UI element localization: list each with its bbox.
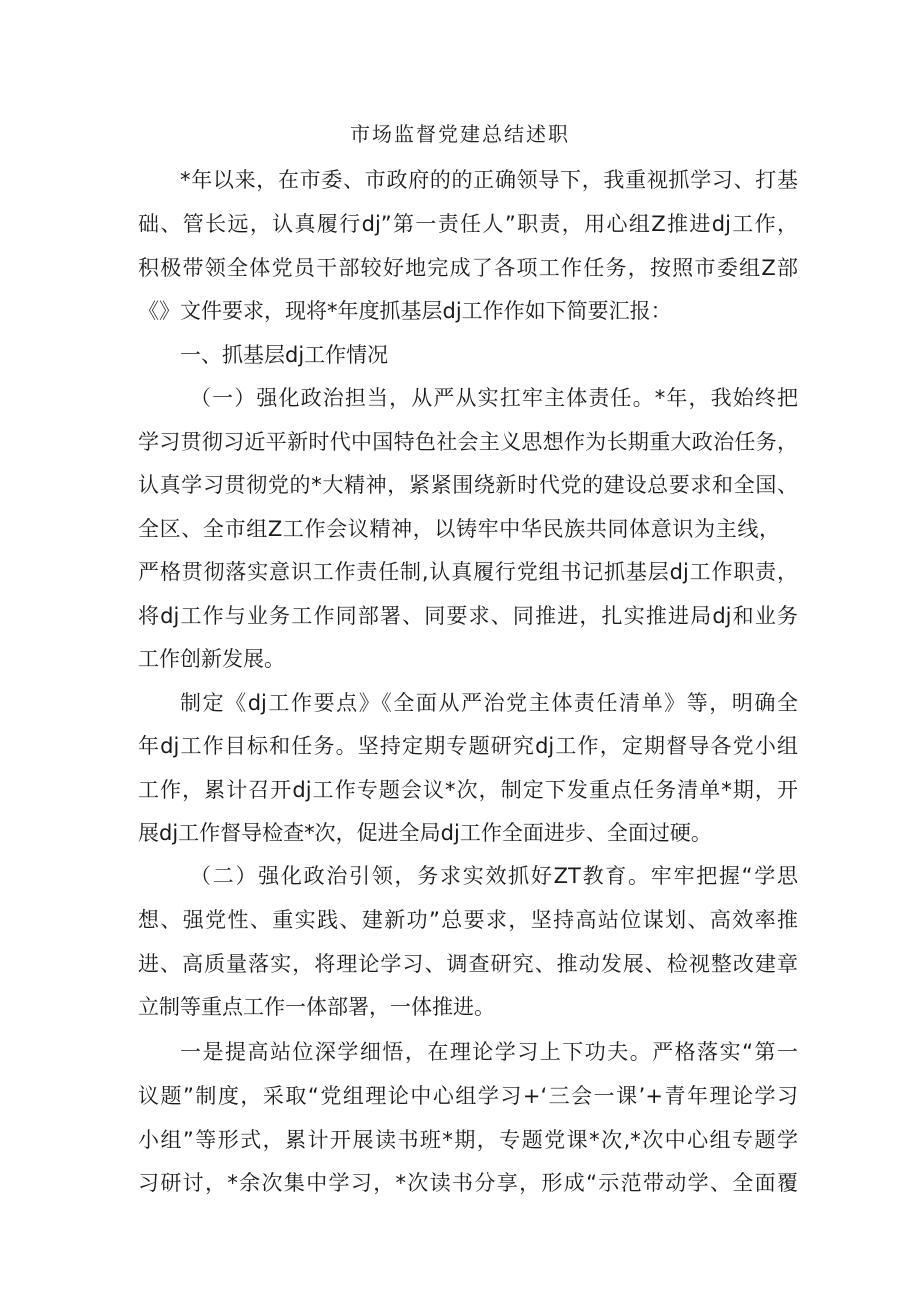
paragraph-line: 制定《dj工作要点》《全面从严治党主体责任清单》等，明确全 <box>180 691 798 715</box>
paragraph-line: （二）强化政治引领，务求实效抓好ZT教育。牢牢把握“学思 <box>190 864 798 888</box>
paragraph-line: 立制等重点工作一体部署，一体推进。 <box>138 995 495 1019</box>
paragraph-line: 认真学习贯彻党的*大精神，紧紧围绕新时代党的建设总要求和全国、 <box>138 473 798 497</box>
paragraph-line: 积极带领全体党员干部较好地完成了各项工作任务，按照市委组Z部 <box>138 256 798 280</box>
paragraph-line: 进、高质量落实，将理论学习、调查研究、推动发展、检视整改建章 <box>138 952 798 976</box>
paragraph-line: 年dj工作目标和任务。坚持定期专题研究dj工作，定期督导各党小组 <box>138 734 798 758</box>
paragraph-line: 将dj工作与业务工作同部署、同要求、同推进，扎实推进局dj和业务 <box>138 604 798 628</box>
paragraph-line: 础、管长远，认真履行dj”第一责任人”职责，用心组Z推进dj工作， <box>138 212 798 236</box>
paragraph-line: 全区、全市组Z工作会议精神，以铸牢中华民族共同体意识为主线， <box>138 517 780 541</box>
paragraph-line: （一）强化政治担当，从严从实扛牢主体责任。*年，我始终把 <box>190 386 798 410</box>
paragraph-line: 习研讨，*余次集中学习，*次读书分享，形成“示范带动学、全面覆 <box>138 1171 798 1195</box>
paragraph-line: 想、强党性、重实践、建新功”总要求，坚持高站位谋划、高效率推 <box>138 908 798 932</box>
paragraph-line: *年以来，在市委、市政府的的正确领导下，我重视抓学习、打基 <box>180 168 798 192</box>
paragraph-line: 学习贯彻习近平新时代中国特色社会主义思想作为长期重大政治任务， <box>138 430 798 454</box>
paragraph-line: 严格贯彻落实意识工作责任制,认真履行党组书记抓基层dj工作职责， <box>138 560 798 584</box>
paragraph-line: 议题”制度，采取“党组理论中心组学习+‘三会一课’+青年理论学习 <box>138 1084 798 1108</box>
paragraph-line: 工作，累计召开dj工作专题会议*次，制定下发重点任务清单*期，开 <box>138 778 798 802</box>
paragraph-line: 展dj工作督导检查*次，促进全局dj工作全面进步、全面过硬。 <box>138 821 712 845</box>
paragraph-line: 工作创新发展。 <box>138 647 285 671</box>
paragraph-line: 一是提高站位深学细悟，在理论学习上下功夫。严格落实“第一 <box>180 1040 798 1064</box>
section-heading: 一、抓基层dj工作情况 <box>180 343 389 367</box>
paragraph-line: 《》文件要求，现将*年度抓基层dj工作作如下简要汇报： <box>138 299 672 323</box>
document-title: 市场监督党建总结述职 <box>350 122 570 146</box>
paragraph-line: 小组”等形式，累计开展读书班*期，专题党课*次,*次中心组专题学 <box>138 1128 798 1152</box>
